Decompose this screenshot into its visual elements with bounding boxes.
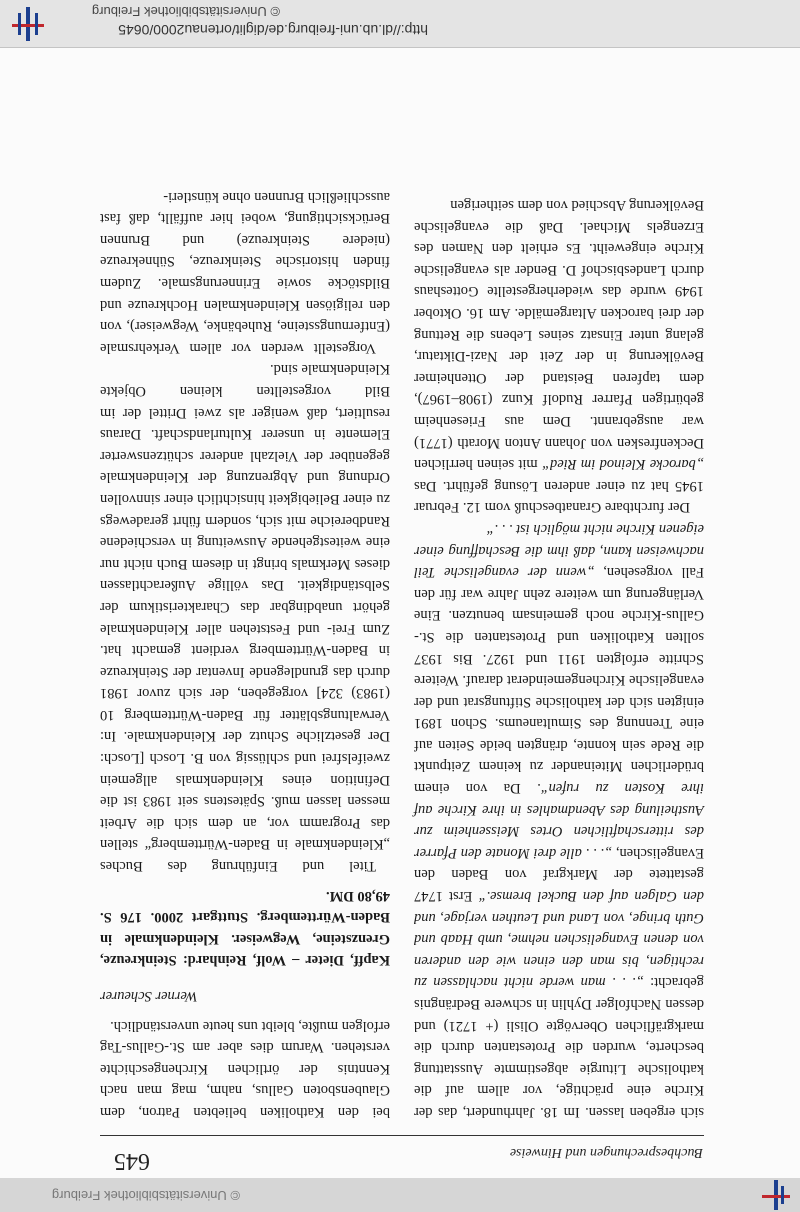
running-head: Buchbesprechungen und Hinweise — [509, 1145, 703, 1160]
quotation: „barocke Kleinod im Ried“ — [541, 456, 704, 473]
text-run: Der furchtbare Granatbeschuß vom 12. Februar 1945 hat zu einer anderen Lösung geführt. Das — [414, 477, 704, 516]
quotation: „. . . man werde nicht nachlassen zu rechtigen, bis man den einen wie den anderen von denen Evangelischen nehme, umb Haab und Guth bringe, von Land und Leuthen verjage, und den Galgen auf den Buckel bremse.“ — [414, 888, 704, 991]
page-number: 645 — [114, 1148, 150, 1174]
paragraph: bei den Katholiken beliebten Patron, dem Glaubensboten Gallus, nahm, mag man nach Kenntnis der örtlichen Kirchengeschichte verstehen. Warum dies aber am St.-Gallus-Tag erfolgen mußte, bleibt uns heute unverständlich. — [100, 1017, 390, 1120]
source-url[interactable]: http://dl.ub.uni-freiburg.de/diglit/ortenau2000/0645 — [118, 22, 428, 38]
reviewer-signature: Werner Scheurer — [100, 988, 198, 1005]
text-column-left — [414, 193, 704, 1122]
document-page — [0, 48, 800, 1178]
paragraph — [414, 193, 704, 517]
paragraph — [414, 517, 704, 1122]
copyright-text: © Universitätsbibliothek Freiburg — [51, 1188, 240, 1203]
paragraph: Titel und Einführung des Buches „Kleindenkmale in Baden-Württemberg“ stellen das Programm vor, an dem sich die Arbeit messen lassen muß. Spätestens seit 1983 ist die Definition eines Kleindenkmals allgemein zweifelsfrei und schlüssig von B. Losch [Losch: Der gesetzliche Schutz der Kleindenkmale. In: Verwaltungsblätter für Baden-Württemberg 10 (1983) 324] vorgegeben, der sich zuvor 1981 durch das grundlegende Inventar der Steinkreuze in Baden-Württemberg verdient gemacht hat. Zum Frei- und Feststehen aller Kleindenkmale gehört unabdingbar das Charakteristikum der Selbständigkeit. Das völlige Außerachtlassen dieses Merkmals bringt in diesem Buch nicht nur eine weitestgehende Ausweitung in verschiedene Randbereiche mit sich, sondern führt geradewegs zu einer Beliebigkeit hinsichtlich einer sinnvollen Ordnung und Abgrenzung der Kleindenkmale gegenüber der Vielzahl anderer schützenswerter Elemente in unserer Kulturlandschaft. Daraus resultiert, daß weniger als zwei Drittel der im Bild vorgestellten kleinen Objekte Kleindenkmale sind. — [100, 361, 390, 875]
review-heading: Kapff, Dieter – Wolf, Reinhard: Steinkreuze, Grenzsteine, Wegweiser. Kleindenkmale in Baden-Württemberg. Stuttgart 2000. 176 S. 49,80 DM. — [100, 887, 390, 969]
text-run: Da von einem brüderlichen Miteinander zu keinem Zeitpunkt die Rede sein konnte, drängten beide Seiten auf eine Trennung des Simultaneums. Schon 1891 einigten sich der katholische Stiftungsrat und der evangelische Kirchengemeinderat darauf. Weitere Schritte erfolgten 1911 und 1927. Bis 1937 sollten Katholiken und Protestanten die St.-Gallus-Kirche noch gemeinsam benutzen. Eine Verlängerung um weitere zehn Jahre war für den Fall vorgesehen, — [414, 564, 704, 797]
ub-freiburg-logo — [756, 1178, 796, 1212]
ub-freiburg-logo — [8, 9, 48, 43]
text-column-right — [100, 185, 390, 1122]
copyright-text: © Universitätsbibliothek Freiburg — [91, 4, 280, 19]
paragraph: Vorgestellt werden vor allem Verkehrsmale (Entfernungssteine, Ruhebänke, Wegweiser), von den religiösen Kleindenkmalen Hochkreuze und Bildstöcke sowie Erinnerungsmale. Zudem finden historische Steinkreuze, Sühnekreuze (niedere Steinkreuze) und Brunnen Berücksichtigung, wobei hier auffällt, daß fast ausschließlich Brunnen ohne künstleri- — [100, 188, 390, 356]
text-run: sich ergeben lassen. Im 18. Jahrhundert, das der Kirche eine prächtige, vor allem auf die katholische Liturgie abgestimmte Ausstattung bescherte, wurden die Protestanten durch die markgräflichen Obervögte Olisli (+ 1721) und dessen Nachfolger Dyhlin in schwere Bedrängnis gebracht: — [414, 974, 704, 1120]
bottom-url-bar — [0, 0, 800, 48]
quotation: „wenn der evangelische Teil nachweisen kann, daß ihm die Beschaffung einer eigenen Kirche nicht möglich ist . . .“ — [414, 520, 704, 581]
text-run: mit seinen herrlichen Deckenfresken von Johann Anton Morath (1771) war ausgebrannt. Dem aus Friesenheim gebürtigen Pfarrer Rudolf Kunz (1908–1967), dem tapferen Beistand der Ottenheimer Bevölkerung in der Zeit der Nazi-Diktatur, gelang unter Einsatz seines Lebens die Rettung der drei barocken Altargemälde. Am 16. Oktober 1949 wurde das wiederhergestellte Gotteshaus durch Landesbischof D. Bender als evangelische Kirche eingeweiht. Es erhielt den Namen des Erzengels Michael. Daß die evangelische Bevölkerung Abschied von dem seitherigen — [414, 197, 704, 473]
top-watermark-bar — [0, 1177, 800, 1212]
text-run: Erst 1747 gestattete der Markgraf von Baden den Evangelischen, — [413, 844, 704, 905]
header-rule — [100, 1135, 704, 1136]
quotation: „. . . alle drei Monate den Pfarrer des ritterschaftlichen Ortes Meissenheim zur Austheilung des Abendmahles in ihre Kirche auf ihre Kosten zu rufen“. — [414, 780, 704, 861]
